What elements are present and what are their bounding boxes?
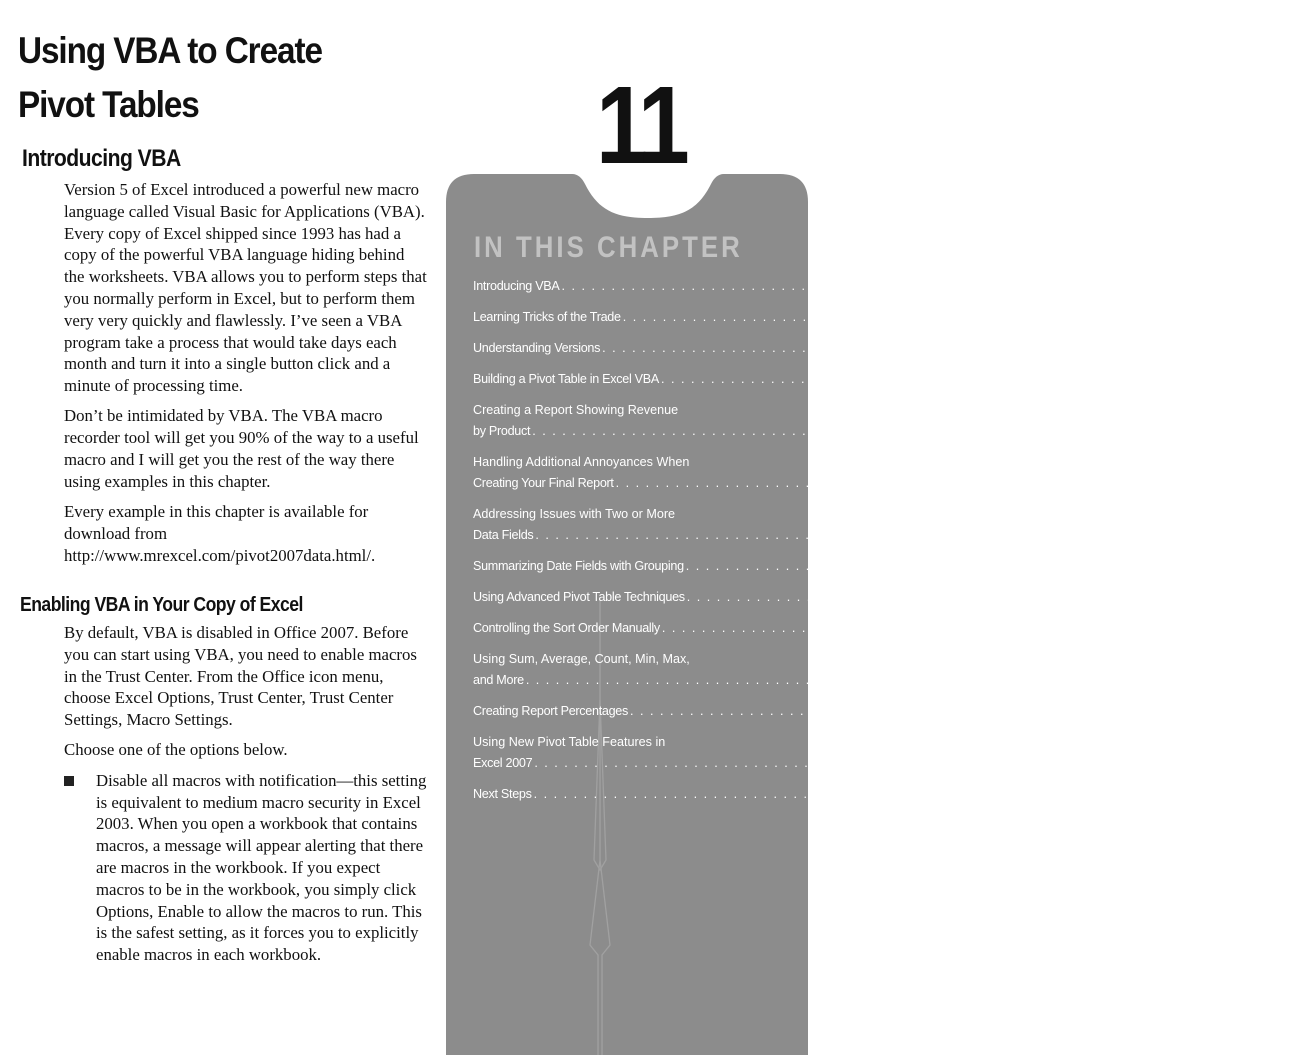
toc-entry (473, 307, 1240, 328)
toc-page-number: 267 (1283, 590, 1304, 604)
toc-entry (473, 556, 1303, 577)
toc-page-number: 263 (1282, 559, 1303, 573)
toc-leader-dots: . . . . . . . . . . . . . . . . . . . . . . . . . . . . . . . . . . . . . . . . . . . . . . . . . . . . . . . . . . . . (534, 756, 1130, 770)
section-heading-introducing-vba: Introducing VBA (22, 145, 181, 172)
toc-page-number: 236 (1199, 341, 1220, 355)
toc-page-number: 231 (1158, 279, 1179, 293)
chapter-number: 11 (596, 64, 685, 187)
toc-entry-title: by Product (473, 424, 531, 438)
toc-page-number: 276 (1122, 673, 1143, 687)
paragraph: Version 5 of Excel introduced a powerful new macro language called Visual Basic for Applications (VBA). Every copy of Excel shipped since 1993 has had a copy of the powerful VBA language hiding behind the worksheets. VBA allows you to perform steps that you normally perform in Excel, but to perform them very very quickly and flawlessly. I’ve seen a VBA program take a process that would take days each month and turn it into a single button click and a minute of processing time. (64, 180, 427, 396)
toc-leader-dots: . . . . . . . . . . . . . . . . . . . . . . . . . . . . . . . . . . . . . . . . . . . . . . . . . . . . . . . . . . . . (630, 704, 1225, 718)
toc-page-number: 279 (1131, 756, 1152, 770)
toc-page-number: 277 (1226, 704, 1248, 718)
toc-leader-dots: . . . . . . . . . . . . . . . . . . . . . . . . . . . . . . . . . . . . . . . . . . . . . . . . . . . . . . . . . . . . (532, 424, 1128, 438)
toc-entry (473, 400, 1150, 442)
toc-entry-title: Using Advanced Pivot Table Techniques (473, 590, 685, 604)
toc-entry-title: Using Sum, Average, Count, Min, Max, (473, 652, 690, 666)
toc-entry-title: and More (473, 673, 524, 687)
toc-entry (473, 369, 1278, 390)
toc-page-number: 289 (1130, 787, 1151, 801)
square-bullet-icon (64, 776, 74, 786)
toc-leader-dots: . . . . . . . . . . . . . . . . . . . . . . . . . . . . . . . . . . . . . . . . . . . . . . . . . . . . . . . . . . . . (525, 673, 1121, 687)
paragraph: By default, VBA is disabled in Office 2007. Before you can start using VBA, you need to enable macros in the Trust Center. From the Office icon menu, choose Excel Options, Trust Center, Trust Center Settings, Macro Settings. (64, 623, 417, 730)
toc-entry-title: Learning Tricks of the Trade (473, 310, 621, 324)
toc-leader-dots: . . . . . . . . . . . . . . . . . . . . . . . . . . . . . . . . . . . . . . . . . . . . . . . . . . . . . . . . . . . . (535, 528, 1131, 542)
toc-entry (473, 649, 1143, 691)
toc-leader-dots: . . . . . . . . . . . . . . . . . . . . . . . . . . . . . . . . . . . . . . . . . . . . . . . . . . . . . . . . . . . . (615, 476, 1211, 490)
paragraph: Choose one of the options below. (64, 740, 288, 760)
toc-entry-title: Understanding Versions (473, 341, 601, 355)
toc-leader-dots: . . . . . . . . . . . . . . . . . . . . . . . . . . . . . . . . . . . . . . . . . . . . . . . . . . . . . . . . . . . . (533, 787, 1129, 801)
toc-leader-dots: . . . . . . . . . . . . . . . . . . . . . . . . . . . . . . . . . . . . . . . . . . . . . . . . . . . . . . . . . . . . (686, 590, 1282, 604)
toc-entry (473, 701, 1248, 722)
toc-entry (473, 732, 1152, 774)
toc-entry-title: Controlling the Sort Order Manually (473, 621, 660, 635)
bullet-text: Disable all macros with notification—this setting is equivalent to medium macro security in Excel 2003. When you open a workbook that contains macros, a message will appear alerting that there are macros in the workbook. If you expect macros to be in the workbook, you simply click Options, Enable to allow the macros to run. This is the safest setting, as it forces you to explicitly enable macros in each workbook. (96, 770, 427, 965)
paragraph: Don’t be intimidated by VBA. The VBA macro recorder tool will get you 90% of the way to a useful macro and I will get you the rest of the way there using examples in this chapter. (64, 406, 419, 491)
toc-entry-title: Introducing VBA (473, 279, 560, 293)
toc-page-number: 250 (1212, 476, 1233, 490)
toc-entry (473, 338, 1220, 359)
toc-leader-dots: . . . . . . . . . . . . . . . . . . . . . . . . . . . . . . . . . . . . . . . . . . . . . . . . . . . . . . . . . . . . (602, 341, 1197, 355)
toc-leader-dots: . . . . . . . . . . . . . . . . . . . . . . . . . . . . . . . . . . . . . . . . . . . . . . . . . . . . . . . . . . . . (685, 559, 1281, 573)
toc-entry-title: Creating a Report Showing Revenue (473, 403, 679, 417)
toc-entry-title: Handling Additional Annoyances When (473, 455, 690, 469)
toc-entry (473, 618, 1279, 639)
toc-leader-dots: . . . . . . . . . . . . . . . . . . . . . . . . . . . . . . . . . . . . . . . . . . . . . . . . . . . . . . . . . . . . (561, 279, 1157, 293)
section-body-introducing-vba (64, 179, 428, 575)
toc-page-number: 239 (1257, 372, 1278, 386)
toc-entry (473, 452, 1233, 494)
toc-entry-title: Addressing Issues with Two or More (473, 507, 676, 521)
toc-page-number: 276 (1258, 621, 1279, 635)
toc-page-number: 246 (1129, 424, 1150, 438)
toc-entry (473, 587, 1304, 608)
toc-entry-title: Summarizing Date Fields with Grouping (473, 559, 684, 573)
toc-leader-dots: . . . . . . . . . . . . . . . . . . . . . . . . . . . . . . . . . . . . . . . . . . . . . . . . . . . . . . . . . . . . (661, 621, 1257, 635)
section-heading-enabling-vba: Enabling VBA in Your Copy of Excel (20, 594, 303, 616)
section-body-enabling-vba (64, 622, 428, 974)
chapter-title: Using VBA to Create Pivot Tables (18, 30, 322, 125)
chapter-toc (473, 276, 1304, 815)
bullet-item (64, 770, 428, 966)
toc-entry-title: Creating Report Percentages (473, 704, 629, 718)
toc-entry-title: Using New Pivot Table Features in (473, 735, 666, 749)
toc-page-number: 234 (1219, 310, 1240, 324)
toc-entry-title: Excel 2007 (473, 756, 533, 770)
toc-entry-title: Data Fields (473, 528, 534, 542)
toc-entry-title: Creating Your Final Report (473, 476, 614, 490)
toc-entry-title: Next Steps (473, 787, 532, 801)
toc-entry-title: Building a Pivot Table in Excel VBA (473, 372, 659, 386)
toc-leader-dots: . . . . . . . . . . . . . . . . . . . . . . . . . . . . . . . . . . . . . . . . . . . . . . . . . . . . . . . . . . . . (622, 310, 1218, 324)
toc-entry (473, 504, 1153, 546)
toc-leader-dots: . . . . . . . . . . . . . . . . . . . . . . . . . . . . . . . . . . . . . . . . . . . . . . . . . . . . . . . . . . . . (660, 372, 1256, 386)
paragraph: Every example in this chapter is available for download from http://www.mrexcel.com/pivot2007data.html/. (64, 502, 376, 565)
toc-entry (473, 276, 1179, 297)
sidebar-heading: IN THIS CHAPTER (474, 231, 743, 264)
toc-page-number: 257 (1132, 528, 1153, 542)
toc-entry (473, 784, 1151, 805)
